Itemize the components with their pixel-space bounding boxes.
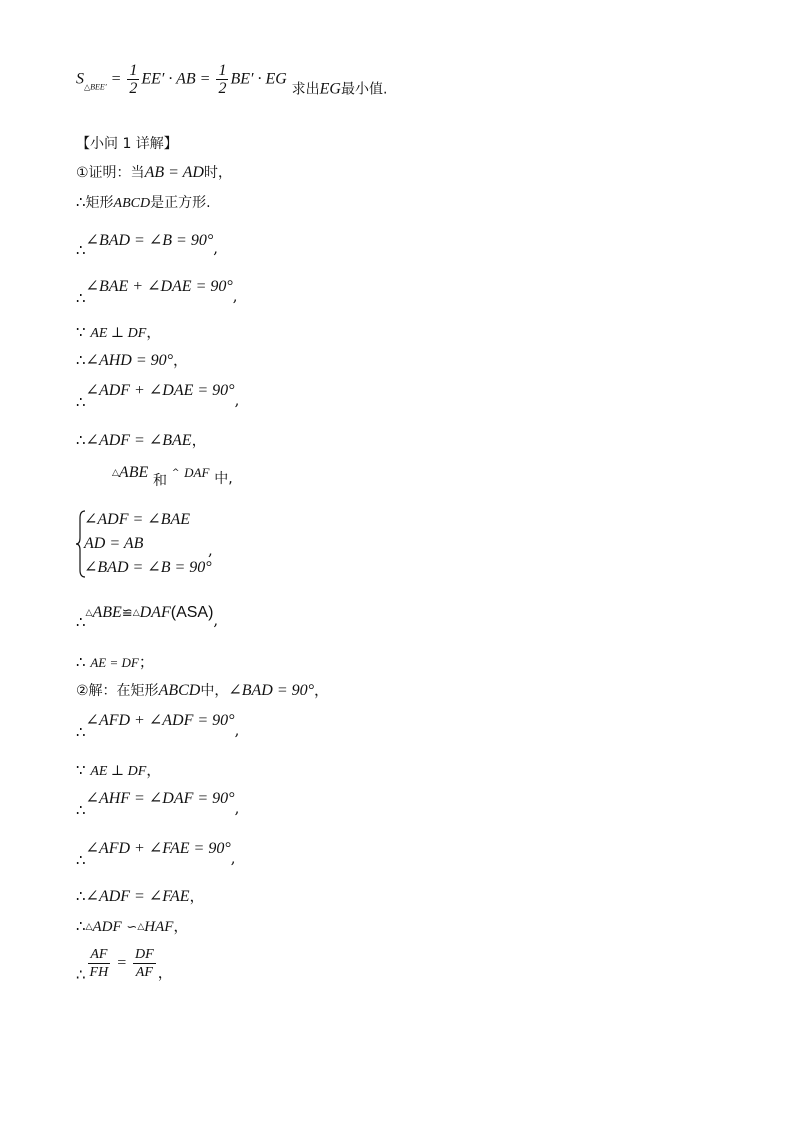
therefore-symbol: ∴ bbox=[76, 289, 86, 307]
fraction-af-fh: $\frac{AF}{FH}$ bbox=[89, 947, 109, 980]
because-symbol: ∵ bbox=[76, 761, 86, 779]
fraction-half-2: $\frac{1}{2}$ bbox=[218, 62, 227, 97]
ratio-line: ∴ $\frac{AF}{FH}$ = $\frac{DF}{AF}$ ， bbox=[76, 947, 173, 984]
therefore-symbol: ∴ bbox=[76, 851, 86, 869]
therefore-symbol: ∴ bbox=[76, 193, 86, 211]
angle-sum-fae-line: ∴∠AFD + ∠FAE = 90°, bbox=[76, 840, 236, 869]
perpendicular-line-2: ∵ AE ⊥ DF， bbox=[76, 761, 162, 779]
therefore-symbol: ∴ bbox=[76, 431, 86, 449]
therefore-symbol: ∴ bbox=[76, 723, 86, 741]
fraction-df-af: $\frac{DF}{AF}$ bbox=[135, 947, 154, 980]
angle-sum-bae-line: ∴∠BAE + ∠DAE = 90°, bbox=[76, 278, 238, 307]
text-find: 求出 bbox=[291, 81, 320, 98]
similarity-line: ∴△ADF ∽△HAF， bbox=[76, 917, 189, 935]
text-min-value: 最小值. bbox=[340, 81, 388, 98]
triangles-in-line: △ABE 和 ^ DAF 中, bbox=[112, 464, 233, 489]
angle-equal-line-1: ∴∠ADF = ∠BAE， bbox=[76, 431, 207, 449]
equals: = bbox=[106, 70, 126, 88]
ae-equals-df-line: ∴ AE = DF； bbox=[76, 653, 154, 671]
therefore-symbol: ∴ bbox=[76, 917, 86, 935]
therefore-symbol: ∴ bbox=[76, 241, 86, 259]
angle-bad-line: ∴∠BAD = ∠B = 90°, bbox=[76, 232, 219, 259]
system-eq-3: ∠BAD = ∠B = 90° bbox=[84, 559, 212, 576]
angle-sum-adf-line: ∴∠ADF + ∠DAE = 90°, bbox=[76, 382, 240, 411]
solution-intro-line: ②解：在矩形ABCD中，∠BAD = 90°， bbox=[76, 681, 330, 699]
system-eq-1: ∠ADF = ∠BAE bbox=[84, 511, 191, 528]
math-eg: EG bbox=[319, 80, 341, 98]
section-heading: 【小问 1 详解】 bbox=[76, 136, 178, 152]
therefore-symbol: ∴ bbox=[76, 613, 86, 631]
square-line: ∴矩形ABCD是正方形. bbox=[76, 193, 211, 211]
formula-part-2: BE′ · EG bbox=[230, 70, 287, 88]
system-comma: , bbox=[208, 541, 213, 559]
proof-intro-line: ①证明：当AB = AD时， bbox=[76, 164, 232, 181]
fraction-half-1: $\frac{1}{2}$ bbox=[129, 62, 138, 97]
angle-equal-line-2: ∴∠ADF = ∠FAE， bbox=[76, 887, 205, 905]
area-formula-line bbox=[76, 62, 387, 100]
formula-part-1: EE′ · AB = bbox=[141, 70, 215, 88]
therefore-symbol: ∴ bbox=[76, 887, 86, 905]
angle-ahf-line: ∴∠AHF = ∠DAF = 90°, bbox=[76, 790, 240, 819]
therefore-symbol: ∴ bbox=[76, 965, 86, 984]
therefore-symbol: ∴ bbox=[76, 351, 86, 369]
perpendicular-line-1: ∵ AE ⊥ DF， bbox=[76, 323, 162, 341]
because-symbol: ∵ bbox=[76, 323, 86, 341]
therefore-symbol: ∴ bbox=[76, 653, 86, 671]
area-subscript: △BEE′ bbox=[84, 82, 107, 92]
angle-sum-afd-line: ∴∠AFD + ∠ADF = 90°, bbox=[76, 712, 240, 741]
area-symbol: S bbox=[76, 70, 84, 88]
therefore-symbol: ∴ bbox=[76, 801, 86, 819]
system-eq-2: AD = AB bbox=[84, 535, 144, 552]
angle-ahd-line: ∴∠AHD = 90°， bbox=[76, 351, 189, 369]
therefore-symbol: ∴ bbox=[76, 393, 86, 411]
congruence-line: ∴△ABE≌△DAF(ASA), bbox=[76, 604, 219, 631]
